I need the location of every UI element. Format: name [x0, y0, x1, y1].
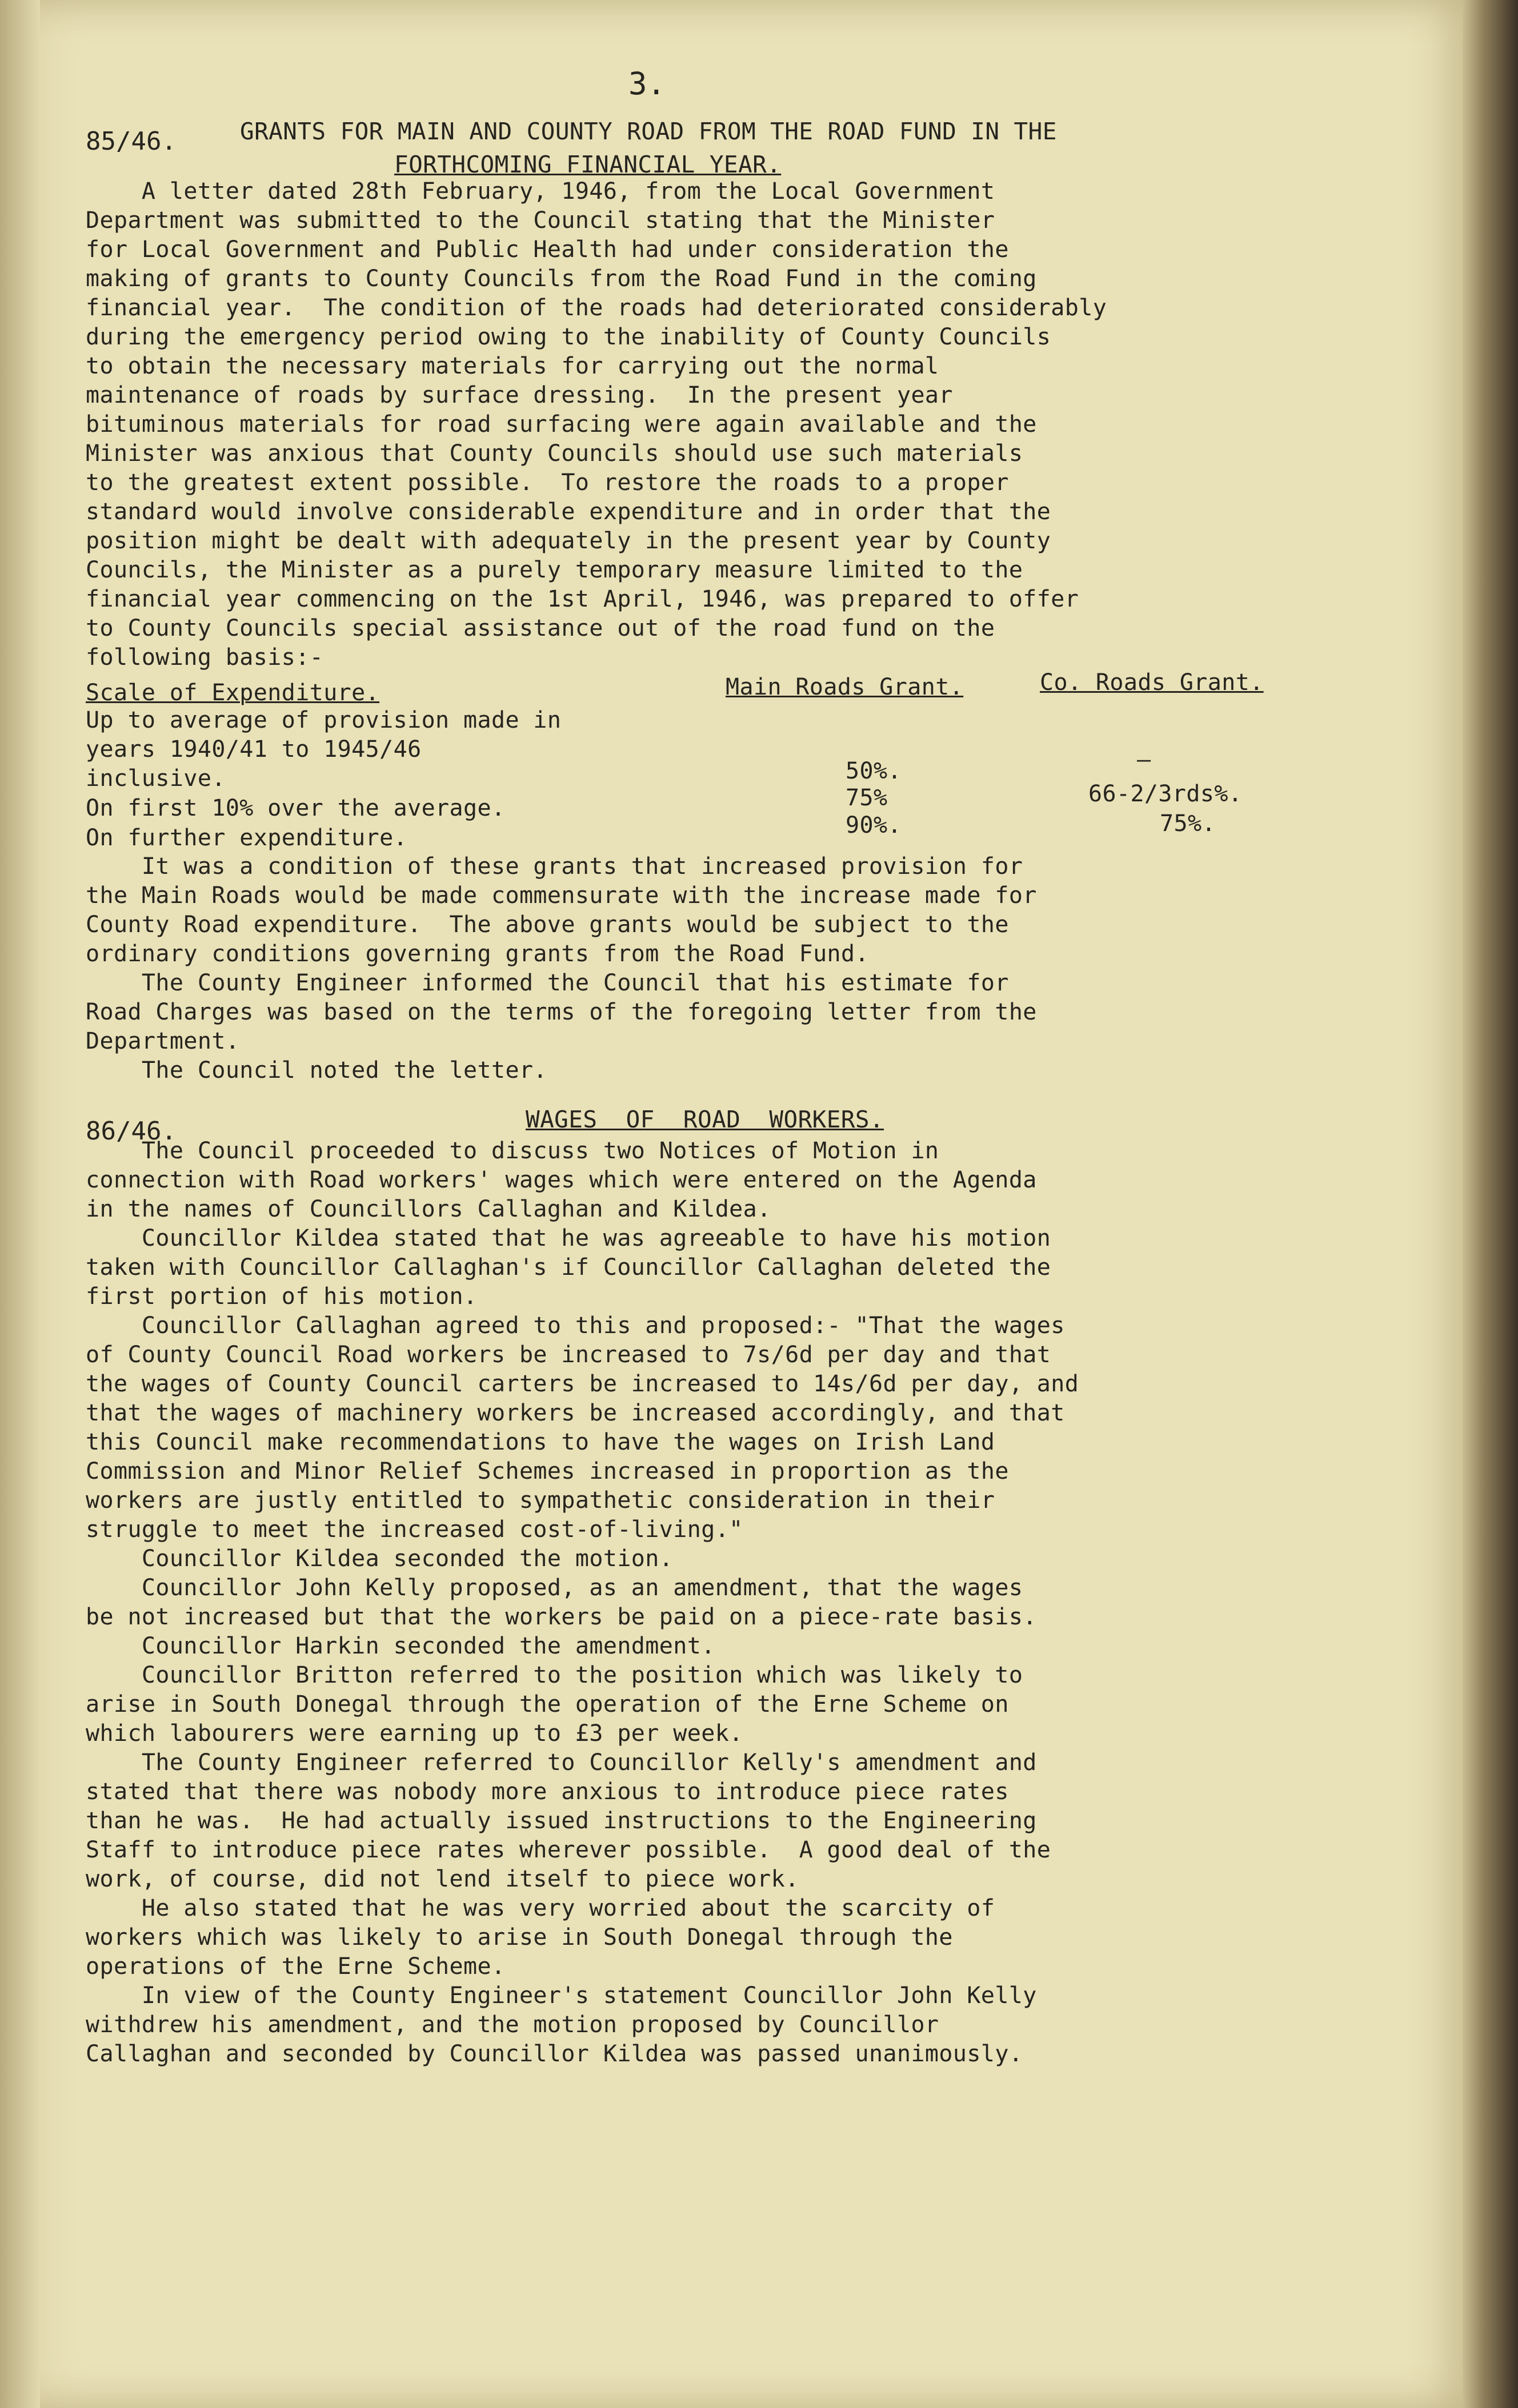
- item1-para-line-6: during the emergency period owing to the inability of County Councils: [86, 324, 1051, 350]
- item1-para2-line-1: It was a condition of these grants that increased provision for: [86, 853, 1023, 880]
- item2-para-line-32: Callaghan and seconded by Councillor Kildea was passed unanimously.: [86, 2041, 1023, 2067]
- item1-para2-line-2: the Main Roads would be made commensurate with the increase made for: [86, 882, 1037, 909]
- item2-para-line-7: Councillor Callaghan agreed to this and proposed:- "That the wages: [86, 1313, 1065, 1339]
- item2-para-line-3: in the names of Councillors Callaghan and Kildea.: [86, 1196, 771, 1222]
- item2-para-line-14: struggle to meet the increased cost-of-living.": [86, 1516, 743, 1543]
- item1-para-line-10: Minister was anxious that County Councils should use such materials: [86, 440, 1023, 467]
- row1-main-value: 50%.: [846, 758, 902, 784]
- minute-number-85: 85/46.: [86, 127, 177, 156]
- item1-para-line-11: to the greatest extent possible. To restore the roads to a proper: [86, 469, 1009, 496]
- item1-para-line-17: following basis:-: [86, 644, 324, 671]
- item1-para-line-7: to obtain the necessary materials for carrying out the normal: [86, 353, 939, 379]
- item2-para-line-31: withdrew his amendment, and the motion proposed by Councillor: [86, 2012, 939, 2038]
- item1-para2-line-7: Department.: [86, 1028, 240, 1054]
- item1-para2-line-8: The Council noted the letter.: [86, 1057, 547, 1083]
- item2-para-line-19: Councillor Britton referred to the position which was likely to: [86, 1662, 1023, 1688]
- item2-para-line-25: Staff to introduce piece rates wherever possible. A good deal of the: [86, 1837, 1051, 1863]
- item2-para-line-20: arise in South Donegal through the operation of the Erne Scheme on: [86, 1691, 1009, 1717]
- item2-para-line-24: than he was. He had actually issued instructions to the Engineering: [86, 1808, 1037, 1834]
- item2-para-line-10: that the wages of machinery workers be increased accordingly, and that: [86, 1400, 1065, 1426]
- table-header-scale: Scale of Expenditure.: [86, 680, 380, 706]
- item2-para-line-5: taken with Councillor Callaghan's if Councillor Callaghan deleted the: [86, 1254, 1051, 1281]
- item2-para-line-8: of County Council Road workers be increased to 7s/6d per day and that: [86, 1342, 1051, 1368]
- row2-label: On first 10% over the average.: [86, 795, 506, 821]
- row1-label-line2: years 1940/41 to 1945/46: [86, 736, 422, 762]
- row2-main-value: 75%: [846, 785, 888, 811]
- item1-para-line-14: Councils, the Minister as a purely temporary measure limited to the: [86, 557, 1023, 583]
- item2-para-line-13: workers are justly entitled to sympathetic consideration in their: [86, 1487, 995, 1514]
- item1-para-line-8: maintenance of roads by surface dressing. In the present year: [86, 382, 953, 408]
- item1-heading-line2: FORTHCOMING FINANCIAL YEAR.: [394, 151, 782, 178]
- item2-heading: WAGES OF ROAD WORKERS.: [526, 1106, 884, 1133]
- item2-para-line-22: The County Engineer referred to Councillor Kelly's amendment and: [86, 1749, 1037, 1776]
- item2-para-line-17: be not increased but that the workers be paid on a piece-rate basis.: [86, 1604, 1037, 1630]
- page-binding-shadow: [0, 0, 40, 2408]
- minute-number-86: 86/46.: [86, 1117, 177, 1146]
- row3-label: On further expenditure.: [86, 825, 408, 851]
- item1-heading-line1: GRANTS FOR MAIN AND COUNTY ROAD FROM THE ROAD FUND IN THE: [240, 118, 1057, 145]
- item1-para2-line-5: The County Engineer informed the Council that his estimate for: [86, 970, 1009, 996]
- item1-para2-line-6: Road Charges was based on the terms of the foregoing letter from the: [86, 999, 1037, 1025]
- item1-para-line-16: to County Councils special assistance out of the road fund on the: [86, 615, 995, 641]
- item2-para-line-23: stated that there was nobody more anxious to introduce piece rates: [86, 1779, 1009, 1805]
- item2-para-line-29: operations of the Erne Scheme.: [86, 1953, 506, 1980]
- row3-county-value: 75%.: [1160, 810, 1216, 837]
- table-header-county: Co. Roads Grant.: [1040, 669, 1264, 696]
- row1-county-value: —: [1137, 747, 1151, 773]
- item1-para-line-15: financial year commencing on the 1st April, 1946, was prepared to offer: [86, 586, 1079, 612]
- item2-para-line-21: which labourers were earning up to £3 per week.: [86, 1720, 743, 1747]
- item2-para-line-26: work, of course, did not lend itself to piece work.: [86, 1866, 799, 1892]
- item2-para-line-16: Councillor John Kelly proposed, as an amendment, that the wages: [86, 1575, 1023, 1601]
- item1-para-line-4: making of grants to County Councils from the Road Fund in the coming: [86, 266, 1037, 292]
- item1-para-line-2: Department was submitted to the Council stating that the Minister: [86, 207, 995, 234]
- row1-label-line1: Up to average of provision made in: [86, 707, 562, 733]
- item1-para-line-13: position might be dealt with adequately in the present year by County: [86, 528, 1051, 554]
- item2-para-line-18: Councillor Harkin seconded the amendment.: [86, 1633, 715, 1659]
- item1-para-line-9: bituminous materials for road surfacing were again available and the: [86, 411, 1037, 438]
- item1-para-line-12: standard would involve considerable expenditure and in order that the: [86, 499, 1051, 525]
- page-number: 3.: [628, 66, 666, 102]
- table-header-main: Main Roads Grant.: [726, 674, 964, 700]
- row1-label-line3: inclusive.: [86, 765, 226, 792]
- item2-para-line-4: Councillor Kildea stated that he was agreeable to have his motion: [86, 1225, 1051, 1251]
- item2-para-line-27: He also stated that he was very worried about the scarcity of: [86, 1895, 995, 1921]
- row2-county-value: 66-2/3rds%.: [1088, 781, 1243, 807]
- item1-para-line-1: A letter dated 28th February, 1946, from the Local Government: [86, 178, 995, 204]
- item1-para-line-3: for Local Government and Public Health had under consideration the: [86, 236, 1009, 263]
- item1-para-line-5: financial year. The condition of the roads had deteriorated considerably: [86, 295, 1107, 321]
- item2-para-line-30: In view of the County Engineer's statement Councillor John Kelly: [86, 1982, 1037, 2009]
- item1-para2-line-3: County Road expenditure. The above grants would be subject to the: [86, 912, 1009, 938]
- item2-para-line-11: this Council make recommendations to have the wages on Irish Land: [86, 1429, 995, 1455]
- item2-para-line-15: Councillor Kildea seconded the motion.: [86, 1546, 674, 1572]
- row3-main-value: 90%.: [846, 812, 902, 838]
- item1-para2-line-4: ordinary conditions governing grants from the Road Fund.: [86, 941, 869, 967]
- item2-para-line-9: the wages of County Council carters be increased to 14s/6d per day, and: [86, 1371, 1079, 1397]
- item2-para-line-28: workers which was likely to arise in South Donegal through the: [86, 1924, 953, 1951]
- book-edge: [1463, 0, 1518, 2408]
- item2-para-line-1: The Council proceeded to discuss two Notices of Motion in: [86, 1138, 939, 1164]
- item2-para-line-12: Commission and Minor Relief Schemes increased in proportion as the: [86, 1458, 1009, 1484]
- item2-para-line-6: first portion of his motion.: [86, 1283, 478, 1310]
- item2-para-line-2: connection with Road workers' wages which were entered on the Agenda: [86, 1167, 1037, 1193]
